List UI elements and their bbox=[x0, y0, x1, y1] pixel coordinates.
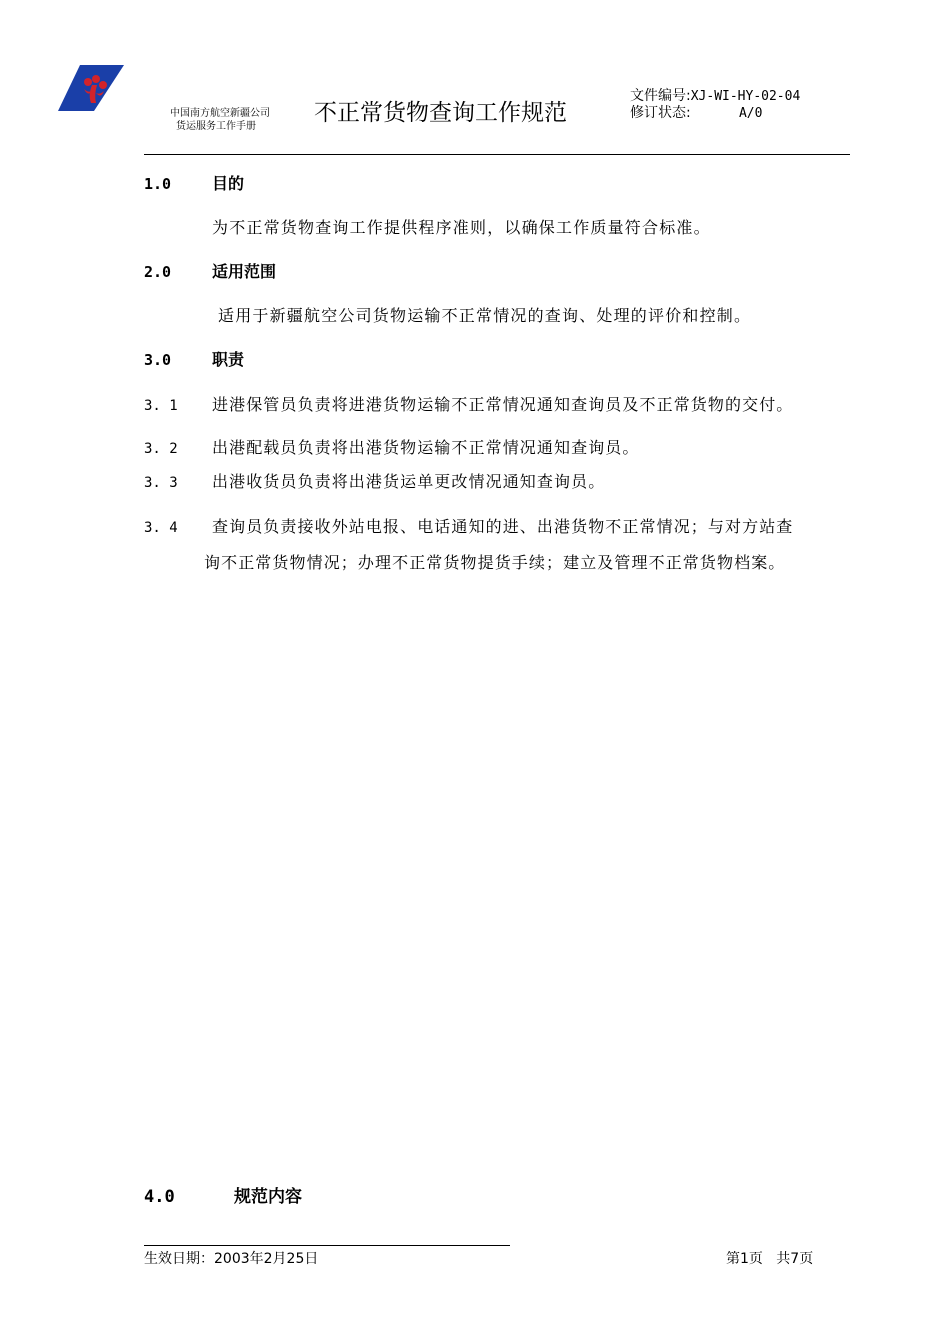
item-number: 3. 4 bbox=[144, 520, 178, 536]
section-3-heading bbox=[144, 347, 244, 370]
header-divider bbox=[144, 154, 850, 155]
list-item bbox=[144, 469, 605, 492]
section-1-title: 目的 bbox=[212, 174, 245, 193]
company-logo bbox=[58, 65, 124, 111]
footer-divider bbox=[144, 1245, 510, 1246]
list-item bbox=[144, 392, 793, 415]
item-text: 出港收货员负责将出港货运单更改情况通知查询员。 bbox=[212, 472, 606, 491]
doc-number-label: 文件编号: bbox=[630, 88, 691, 104]
section-2-number: 2.0 bbox=[144, 263, 172, 281]
revision-label: 修订状态: bbox=[630, 105, 691, 121]
company-name-line1: 中国南方航空新疆公司 bbox=[170, 108, 270, 119]
section-2-title: 适用范围 bbox=[212, 262, 277, 281]
document-meta bbox=[630, 88, 811, 122]
section-1-text: 为不正常货物查询工作提供程序准则，以确保工作质量符合标准。 bbox=[212, 218, 711, 237]
document-title: 不正常货物查询工作规范 bbox=[314, 100, 567, 126]
section-3-title: 职责 bbox=[212, 350, 245, 369]
section-2-heading bbox=[144, 259, 276, 282]
section-4-heading bbox=[144, 1182, 302, 1207]
item-number: 3. 2 bbox=[144, 441, 178, 457]
page-number bbox=[726, 1248, 813, 1268]
list-item bbox=[144, 435, 640, 458]
section-3-number: 3.0 bbox=[144, 351, 172, 369]
item-number: 3. 1 bbox=[144, 398, 178, 414]
company-name bbox=[170, 107, 270, 133]
item-text: 查询员负责接收外站电报、电话通知的进、出港货物不正常情况；与对方站查 bbox=[212, 517, 794, 536]
revision-value: A/0 bbox=[738, 106, 763, 121]
item-number: 3. 3 bbox=[144, 475, 178, 491]
page-total: 共7页 bbox=[776, 1251, 814, 1267]
company-name-line2: 货运服务工作手册 bbox=[176, 121, 256, 132]
section-4-number: 4.0 bbox=[144, 1187, 175, 1207]
section-2-text: 适用于新疆航空公司货物运输不正常情况的查询、处理的评价和控制。 bbox=[218, 306, 752, 325]
list-item bbox=[144, 514, 793, 537]
section-1-number: 1.0 bbox=[144, 175, 172, 193]
page-current: 第1页 bbox=[726, 1251, 763, 1267]
item-text: 进港保管员负责将进港货物运输不正常情况通知查询员及不正常货物的交付。 bbox=[212, 395, 794, 414]
doc-number-value: XJ-WI-HY-02-04 bbox=[690, 89, 801, 104]
section-4-title: 规范内容 bbox=[234, 1187, 302, 1207]
item-text-continued: 询不正常货物情况；办理不正常货物提货手续；建立及管理不正常货物档案。 bbox=[204, 553, 786, 572]
effective-date: 生效日期：2003年2月25日 bbox=[144, 1251, 319, 1267]
section-1-heading bbox=[144, 171, 244, 194]
item-text: 出港配载员负责将出港货物运输不正常情况通知查询员。 bbox=[212, 438, 640, 457]
